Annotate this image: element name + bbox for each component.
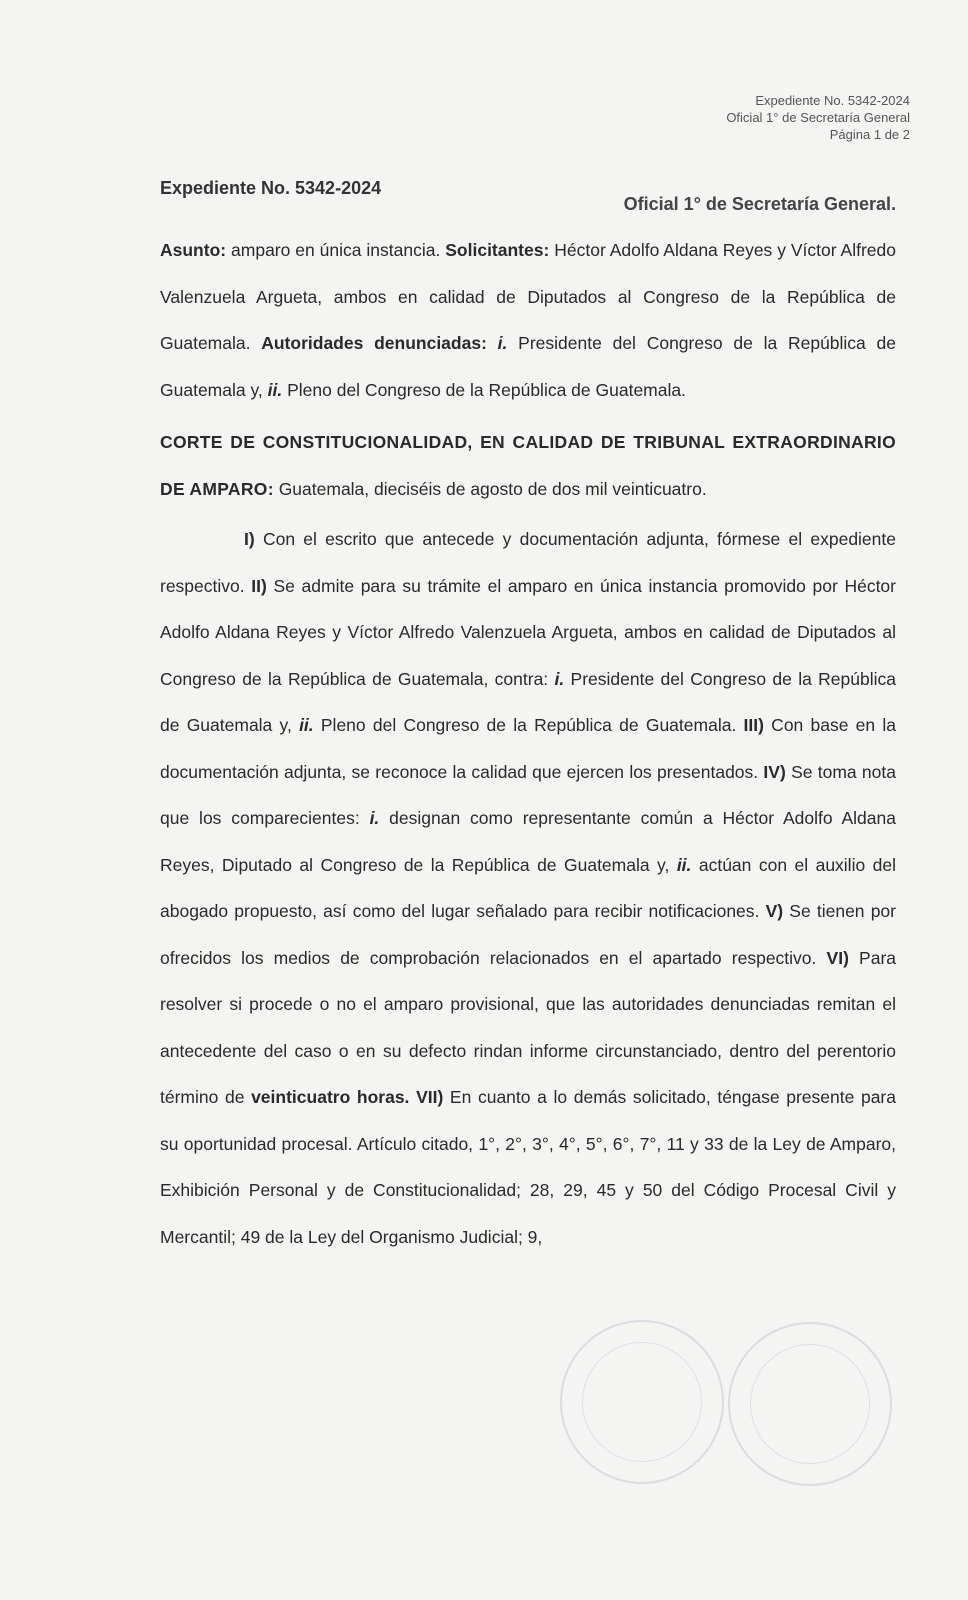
- item-ii-1: ii.: [299, 715, 314, 735]
- text-6: Se toma nota que los comparecientes:: [160, 761, 896, 828]
- numeral-4: IV): [763, 761, 786, 782]
- official-seal-right: [728, 1322, 892, 1486]
- resolution-paragraph: [160, 516, 896, 1260]
- text-8: actúan con el auxilio del abogado propuesto, así como del lugar señalado para recibir notificaciones.: [160, 854, 896, 921]
- text-4: Pleno del Congreso de la República de Guatemala.: [313, 715, 744, 735]
- solicitantes-label: Solicitantes:: [445, 240, 550, 260]
- caption-row: [160, 178, 896, 215]
- autoridad-ii-text: Pleno del Congreso de la República de Guatemala.: [282, 379, 686, 400]
- numeral-3: III): [743, 715, 764, 735]
- item-i-1: i.: [554, 668, 565, 689]
- header-oficial: Oficial 1° de Secretaría General: [726, 110, 910, 125]
- autoridad-ii-label: ii.: [267, 379, 283, 400]
- numeral-7: VII): [416, 1087, 444, 1107]
- text-3: Presidente del Congreso de la República de Guatemala y,: [160, 668, 896, 735]
- document-body: [160, 178, 896, 1260]
- numeral-5: V): [765, 901, 784, 921]
- corte-heading: CORTE DE CONSTITUCIONALIDAD, EN CALIDAD DE TRIBUNAL EXTRAORDINARIO DE AMPARO:: [160, 432, 896, 499]
- numeral-1: I): [244, 529, 255, 549]
- autoridad-i-text: Presidente del Congreso de la República de Guatemala y,: [160, 333, 897, 400]
- corte-date: Guatemala, dieciséis de agosto de dos mil veinticuatro.: [273, 478, 707, 499]
- header-expediente: Expediente No. 5342-2024: [755, 93, 910, 108]
- official-seal-left: [560, 1320, 724, 1484]
- text-9: Se tienen por ofrecidos los medios de comprobación relacionados en el apartado respectivo.: [160, 901, 896, 968]
- solicitantes-text: Héctor Adolfo Aldana Reyes y Víctor Alfredo Valenzuela Argueta, ambos en calidad de Diputados al Congreso de la República de Guatemala.: [160, 240, 896, 353]
- autoridad-i-label: i.: [486, 333, 508, 353]
- autoridades-label: Autoridades denunciadas:: [261, 333, 487, 353]
- asunto-label: Asunto:: [160, 240, 227, 260]
- corte-paragraph: [160, 419, 896, 512]
- page-header: [726, 92, 910, 143]
- numeral-6: VI): [826, 947, 849, 968]
- text-11: En cuanto a lo demás solicitado, téngase presente para su oportunidad procesal. Artículo citado, 1°, 2°, 3°, 4°, 5°, 6°, 7°, 11 y 33 de la Ley de Amparo, Exhibición Personal y de Constitucionalidad; 28, 29, 45 y 50 del Código Procesal Civil y Mercantil; 49 de la Ley del Organismo Judicial; 9,: [160, 1087, 896, 1247]
- item-i-2: i.: [369, 808, 380, 828]
- item-ii-2: ii.: [676, 854, 692, 875]
- asunto-paragraph: [160, 227, 896, 413]
- text-2: Se admite para su trámite el amparo en única instancia promovido por Héctor Adolfo Aldana Reyes y Víctor Alfredo Valenzuela Argueta, ambos en calidad de Diputados al Congreso de la República de Guatemala, contra:: [160, 575, 896, 689]
- text-5: Con base en la documentación adjunta, se reconoce la calidad que ejercen los presentados.: [160, 715, 896, 782]
- header-page-number: Página 1 de 2: [829, 127, 910, 142]
- asunto-text: amparo en única instancia.: [226, 240, 446, 260]
- text-7: designan como representante común a Héctor Adolfo Aldana Reyes, Diputado al Congreso de la República de Guatemala y,: [160, 808, 896, 875]
- numeral-2: II): [251, 575, 267, 596]
- text-10: Para resolver si procede o no el amparo provisional, que las autoridades denunciadas remitan el antecedente del caso o en su defecto rindan informe circunstanciado, dentro del perentorio término de: [160, 947, 897, 1107]
- caption-expediente: Expediente No. 5342-2024: [160, 178, 382, 198]
- plazo-horas: veinticuatro horas.: [251, 1087, 410, 1107]
- text-1: Con el escrito que antecede y documentación adjunta, fórmese el expediente respectivo.: [160, 529, 896, 596]
- caption-oficial: Oficial 1° de Secretaría General.: [623, 194, 896, 214]
